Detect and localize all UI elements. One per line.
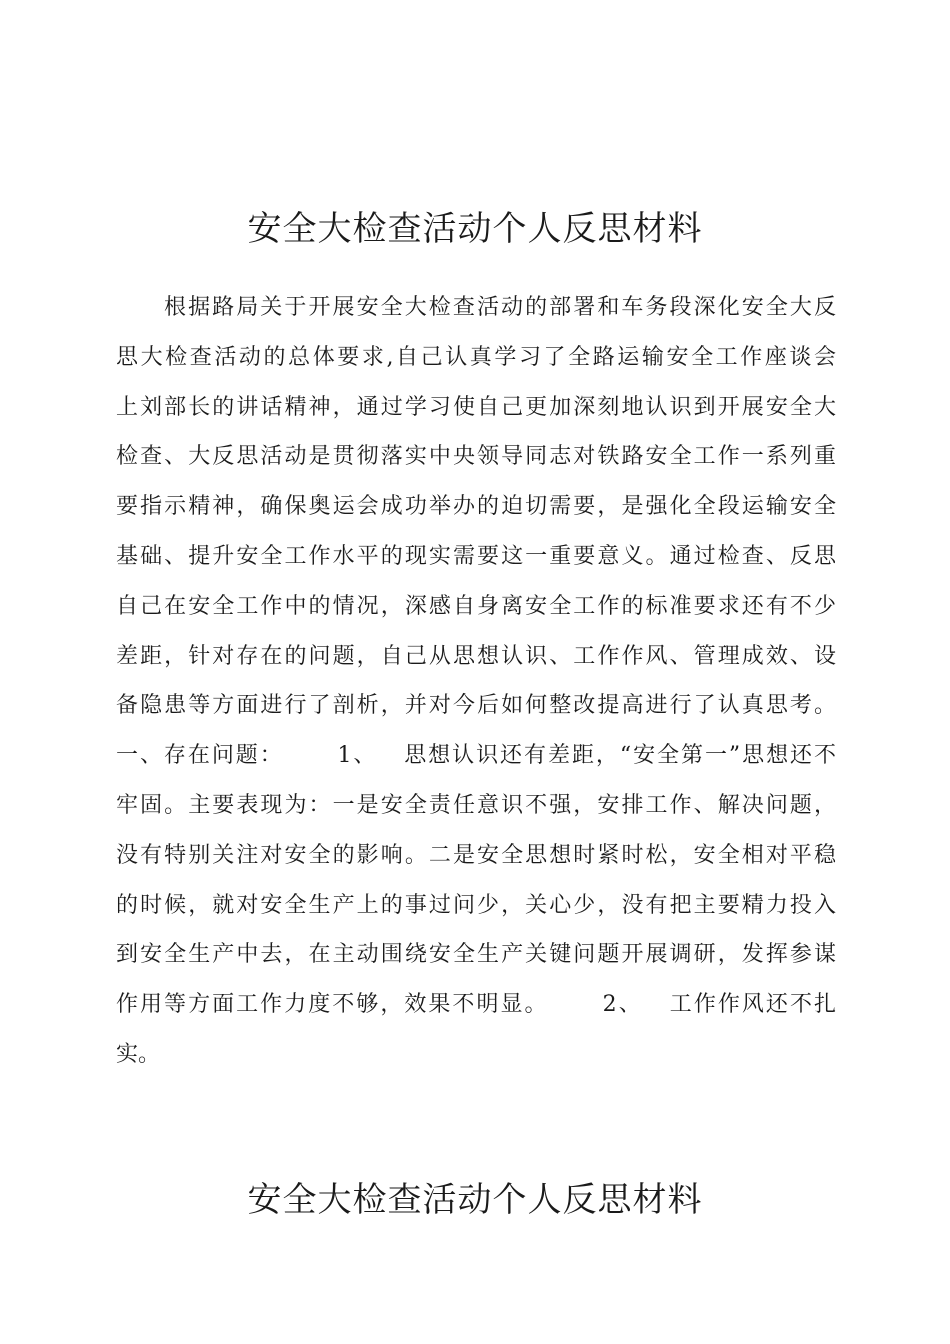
paragraph-line: 要指示精神，确保奥运会成功举办的迫切需要，是强化全段运输安全: [116, 494, 836, 520]
paragraph-line: 思大检查活动的总体要求,自己认真学习了全路运输安全工作座谈会: [116, 344, 836, 370]
paragraph-line: 上刘部长的讲话精神，通过学习使自己更加深刻地认识到开展安全大: [116, 394, 836, 420]
paragraph-line: 到安全生产中去，在主动围绕安全生产关键问题开展调研，发挥参谋: [116, 942, 836, 968]
paragraph-line: 实。: [116, 1041, 161, 1067]
paragraph-line: 备隐患等方面进行了剖析，并对今后如何整改提高进行了认真思考。: [116, 693, 836, 719]
paragraph-line: 根据路局关于开展安全大检查活动的部署和车务段深化安全大反: [164, 295, 836, 320]
paragraph-line: 自己在安全工作中的情况，深感自身离安全工作的标准要求还有不少: [116, 593, 836, 619]
paragraph-line: 基础、提升安全工作水平的现实需要这一重要意义。通过检查、反思: [116, 543, 836, 569]
document-title: 安全大检查活动个人反思材料: [247, 209, 703, 249]
paragraph-line: 没有特别关注对安全的影响。二是安全思想时紧时松，安全相对平稳: [116, 842, 836, 868]
paragraph-line: 差距，针对存在的问题，自己从思想认识、工作作风、管理成效、设: [116, 643, 836, 669]
paragraph-line: 一、存在问题： 1、 思想认识还有差距，“安全第一”思想还不: [116, 743, 836, 769]
body-paragraph: [116, 283, 836, 1080]
paragraph-line: 的时候，就对安全生产上的事过问少，关心少，没有把主要精力投入: [116, 892, 836, 918]
paragraph-line: 作用等方面工作力度不够，效果不明显。 2、 工作作风还不扎: [116, 992, 836, 1018]
paragraph-line: 牢固。主要表现为：一是安全责任意识不强，安排工作、解决问题，: [116, 792, 836, 818]
repeated-document-title: 安全大检查活动个人反思材料: [247, 1180, 703, 1220]
paragraph-line: 检查、大反思活动是贯彻落实中央领导同志对铁路安全工作一系列重: [116, 444, 836, 470]
